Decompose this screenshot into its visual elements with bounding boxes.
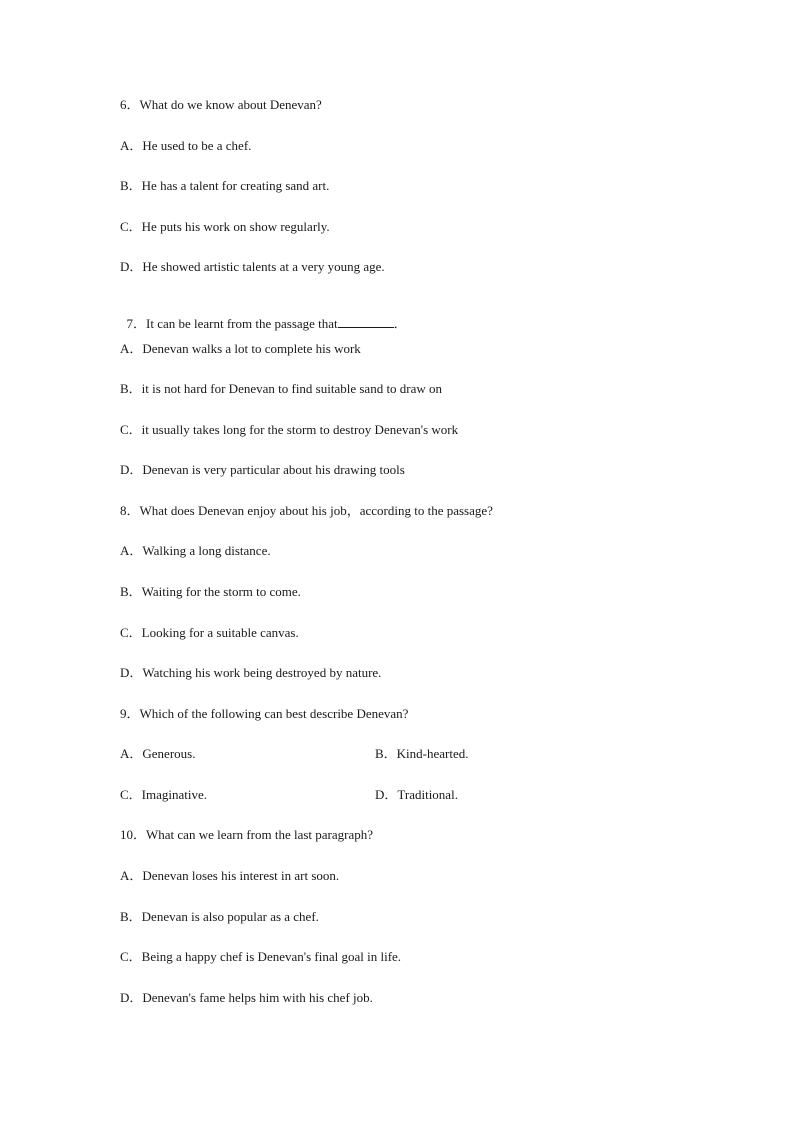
question-10-option-b: B．Denevan is also popular as a chef. (120, 909, 319, 924)
question-10-stem: 10．What can we learn from the last paragraph? (120, 827, 374, 842)
question-6-option-c: C．He puts his work on show regularly. (120, 219, 330, 234)
question-7-stem (120, 300, 407, 332)
question-7-option-d: D．Denevan is very particular about his drawing tools (120, 462, 405, 477)
question-8-option-c: C．Looking for a suitable canvas. (120, 625, 299, 640)
question-8-option-b: B．Waiting for the storm to come. (120, 584, 301, 599)
question-9-option-d: D．Traditional. (375, 787, 458, 802)
question-10-option-c: C．Being a happy chef is Denevan's final goal in life. (120, 949, 402, 964)
question-6-stem: 6．What do we know about Denevan? (120, 97, 322, 112)
question-7-stem-end: ． (393, 316, 407, 331)
question-9-stem: 9．Which of the following can best describe Denevan? (120, 706, 409, 721)
question-9-option-b: B．Kind-hearted. (375, 746, 469, 761)
question-9-option-c: C．Imaginative. (120, 787, 208, 802)
question-10-option-a: A．Denevan loses his interest in art soon. (120, 868, 340, 883)
question-10-option-d: D．Denevan's fame helps him with his chef job. (120, 990, 373, 1005)
question-6-option-d: D．He showed artistic talents at a very young age. (120, 259, 385, 274)
question-7-option-c: C．it usually takes long for the storm to destroy Denevan's work (120, 422, 459, 437)
question-7-option-b: B．it is not hard for Denevan to find suitable sand to draw on (120, 381, 443, 396)
question-7-stem-text: 7．It can be learnt from the passage that (126, 316, 338, 331)
question-9-option-a: A．Generous. (120, 746, 196, 761)
question-7-option-a: A．Denevan walks a lot to complete his work (120, 341, 361, 356)
question-8-option-a: A．Walking a long distance. (120, 543, 271, 558)
question-6-option-b: B．He has a talent for creating sand art. (120, 178, 330, 193)
question-8-stem: 8．What does Denevan enjoy about his job，according to the passage? (120, 503, 493, 518)
answer-blank (338, 316, 394, 328)
question-8-option-d: D．Watching his work being destroyed by nature. (120, 665, 382, 680)
question-6-option-a: A．He used to be a chef. (120, 138, 252, 153)
